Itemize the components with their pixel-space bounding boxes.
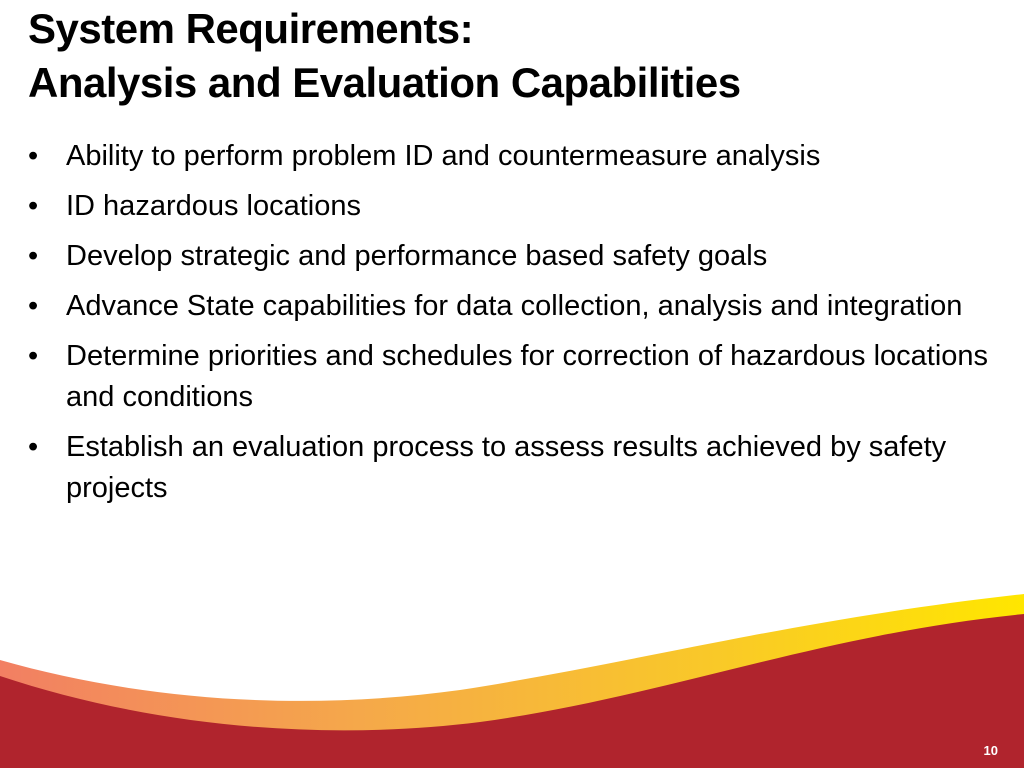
bullet-item	[28, 286, 1003, 327]
bullet-item	[28, 236, 1003, 277]
bullet-icon: •	[28, 240, 39, 272]
bullet-text: ID hazardous locations	[66, 190, 361, 222]
bullet-icon: •	[28, 340, 39, 372]
bullet-item	[28, 427, 1003, 509]
bullet-text: Determine priorities and schedules for correction of hazardous locations and conditions	[66, 340, 989, 413]
bullet-icon: •	[28, 431, 39, 463]
title-line-1: System Requirements:	[28, 5, 474, 52]
bullet-list	[28, 136, 1003, 518]
bullet-text: Ability to perform problem ID and countermeasure analysis	[66, 140, 821, 172]
bullet-icon: •	[28, 290, 39, 322]
bullet-text: Establish an evaluation process to assess results achieved by safety projects	[66, 431, 947, 504]
bullet-item	[28, 336, 1003, 418]
bullet-text: Advance State capabilities for data collection, analysis and integration	[66, 290, 963, 322]
bullet-item	[28, 186, 1003, 227]
bullet-icon: •	[28, 140, 39, 172]
page-number: 10	[983, 743, 998, 758]
title-line-2: Analysis and Evaluation Capabilities	[28, 59, 741, 106]
bullet-icon: •	[28, 190, 39, 222]
slide-title	[28, 2, 1008, 110]
bullet-item	[28, 136, 1003, 177]
bullet-text: Develop strategic and performance based safety goals	[66, 240, 768, 272]
